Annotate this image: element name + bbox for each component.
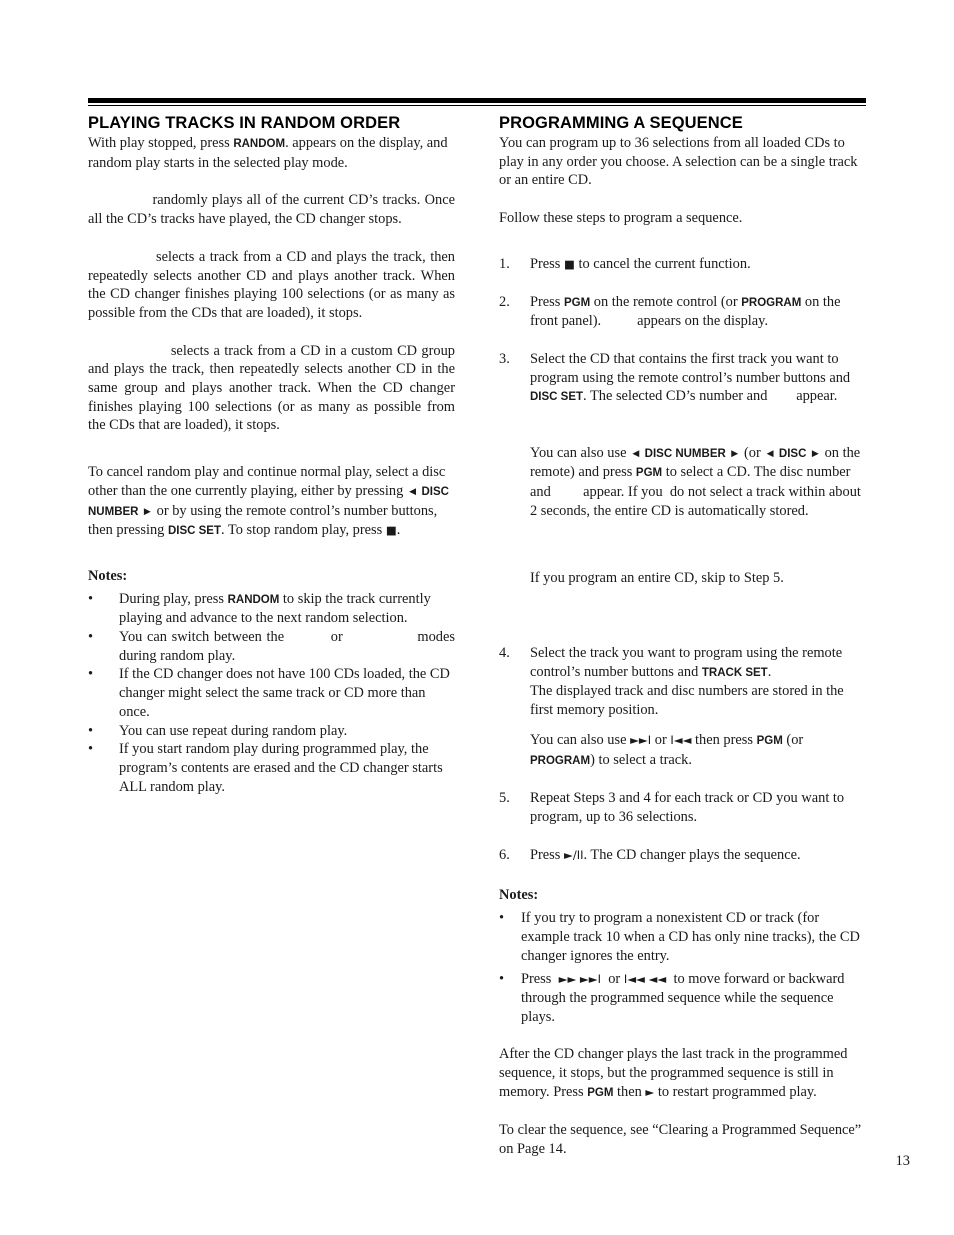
random-mode-disc: selects a track from a CD and plays the track, then repeatedly selects another CD and plays another track. When the CD changer finishes playing 100 selections (or as many as possible from the CDs that are loaded), it stops. — [88, 248, 459, 321]
rewind-icon: I◄◄ ◄◄ — [623, 972, 667, 987]
right-notes-title: Notes: — [499, 887, 539, 904]
step-1: 1. Press ■ to cancel the current function. — [499, 255, 751, 272]
section-title-program: PROGRAMMING A SEQUENCE — [499, 114, 743, 132]
step-4-detail: The displayed track and disc numbers are stored in the first memory position. — [530, 683, 844, 719]
fast-forward-icon: ►► ►►I — [558, 972, 602, 987]
program-intro: You can program up to 36 selections from all loaded CDs to play in any order you choose. A selection can be a single track or an entire CD. — [499, 135, 858, 189]
prev-track-icon: I◄◄ — [670, 732, 692, 747]
disc-number-key: ◄ DISC NUMBER ► — [88, 485, 449, 518]
left-notes-title: Notes: — [88, 567, 128, 584]
header-rule-thin — [88, 105, 866, 106]
list-item: • You can switch between the or modes during random play. — [88, 629, 459, 664]
cancel-random-paragraph: To cancel random play and continue normal play, select a disc other than the one currently playing, either by pressing ◄ DISC NUMBER ► or by using the remote control’s number buttons, then pressing DISC SET. To stop random play, press ■. — [88, 464, 449, 539]
program-steps-lead: Follow these steps to program a sequence. — [499, 210, 743, 227]
right-column — [499, 112, 866, 1159]
left-notes-list — [88, 590, 459, 797]
right-notes-list — [499, 909, 866, 1026]
next-track-icon: ►►I — [630, 732, 652, 747]
step-4-alt: You can also use ►►I or I◄◄ then press PGM (or PROGRAM) to select a track. — [530, 731, 804, 768]
page-number: 13 — [895, 1153, 910, 1169]
random-intro: With play stopped, press RANDOM. appears on the display, and random play starts in the selected play mode. — [88, 135, 448, 171]
step-6: 6. Press ►/II. The CD changer plays the sequence. — [499, 846, 801, 863]
random-mode-group: selects a track from a CD in a custom CD group and plays the track, then repeatedly selects another CD in the same group and plays another track. When the CD changer finishes playing 100 selections (or as many as possible from the CDs that are loaded), it stops. — [88, 342, 459, 434]
step-4: 4. Select the track you want to program using the remote control’s number buttons and TRACK SET. The displayed track and disc numbers are stored in the first memory position. You can also use ►►I or I◄◄ then press PGM (or PROGRAM) to select a track. — [499, 644, 866, 770]
step-5: 5. Repeat Steps 3 and 4 for each track or CD you want to program, up to 36 selections. — [499, 790, 845, 825]
program-after-play: After the CD changer plays the last track in the programmed sequence, it stops, but the programmed sequence is still in memory. Press PGM then ► to restart programmed play. — [499, 1046, 848, 1100]
header-rule-thick — [88, 98, 866, 103]
list-item: • You can use repeat during random play. — [88, 722, 348, 739]
play-icon: ► — [645, 1084, 655, 1099]
random-mode-all: randomly plays all of the current CD’s tracks. Once all the CD’s tracks have played, the CD changer stops. — [88, 192, 459, 228]
list-item: • If you start random play during programmed play, the program’s contents are erased and the CD changer starts ALL random play. — [88, 741, 443, 795]
disc-set-key: DISC SET — [167, 525, 221, 538]
step-3-note: If you program an entire CD, skip to Step 5. — [530, 569, 784, 586]
program-steps — [499, 255, 866, 865]
section-title-random: PLAYING TRACKS IN RANDOM ORDER — [88, 114, 401, 132]
list-item: • Press ►► ►►I or I◄◄ ◄◄ to move forward or backward through the programmed sequence while the sequence plays. — [499, 971, 849, 1025]
play-pause-icon: ►/II — [563, 847, 584, 862]
step-3-alt: You can also use ◄ DISC NUMBER ► (or ◄ DISC ► on the remote) and press PGM to select a CD. The disc number and appear. If you do not select a track within about 2 seconds, the entire CD is automatically stored. — [530, 444, 865, 519]
left-column — [88, 112, 459, 796]
list-item: • If the CD changer does not have 100 CDs loaded, the CD changer might select the same track or CD more than once. — [88, 666, 450, 720]
stop-icon: ■ — [385, 523, 397, 538]
clear-sequence-ref: To clear the sequence, see “Clearing a Programmed Sequence” on Page 14. — [499, 1122, 862, 1158]
step-2: 2. Press PGM on the remote control (or PROGRAM on the front panel). appears on the display. — [499, 293, 845, 330]
stop-icon: ■ — [563, 256, 575, 271]
step-3: 3. Select the CD that contains the first track you want to program using the remote control’s number buttons and DISC SET. The selected CD’s number and appear. You can also use ◄ DISC NUMBER ► (or ◄ DISC ► on the remote) and press PGM to select a CD. The disc number and appear. If you do not select a track within about 2 seconds, the entire CD is automatically stored. If you program an entire CD, skip to Step 5. — [499, 350, 865, 586]
list-item: • During play, press RANDOM to skip the track currently playing and advance to the next random selection. — [88, 590, 431, 627]
list-item: • If you try to program a nonexistent CD or track (for example track 10 when a CD has only nine tracks), the CD changer ignores the entry. — [499, 910, 860, 964]
random-key: RANDOM — [233, 138, 286, 150]
